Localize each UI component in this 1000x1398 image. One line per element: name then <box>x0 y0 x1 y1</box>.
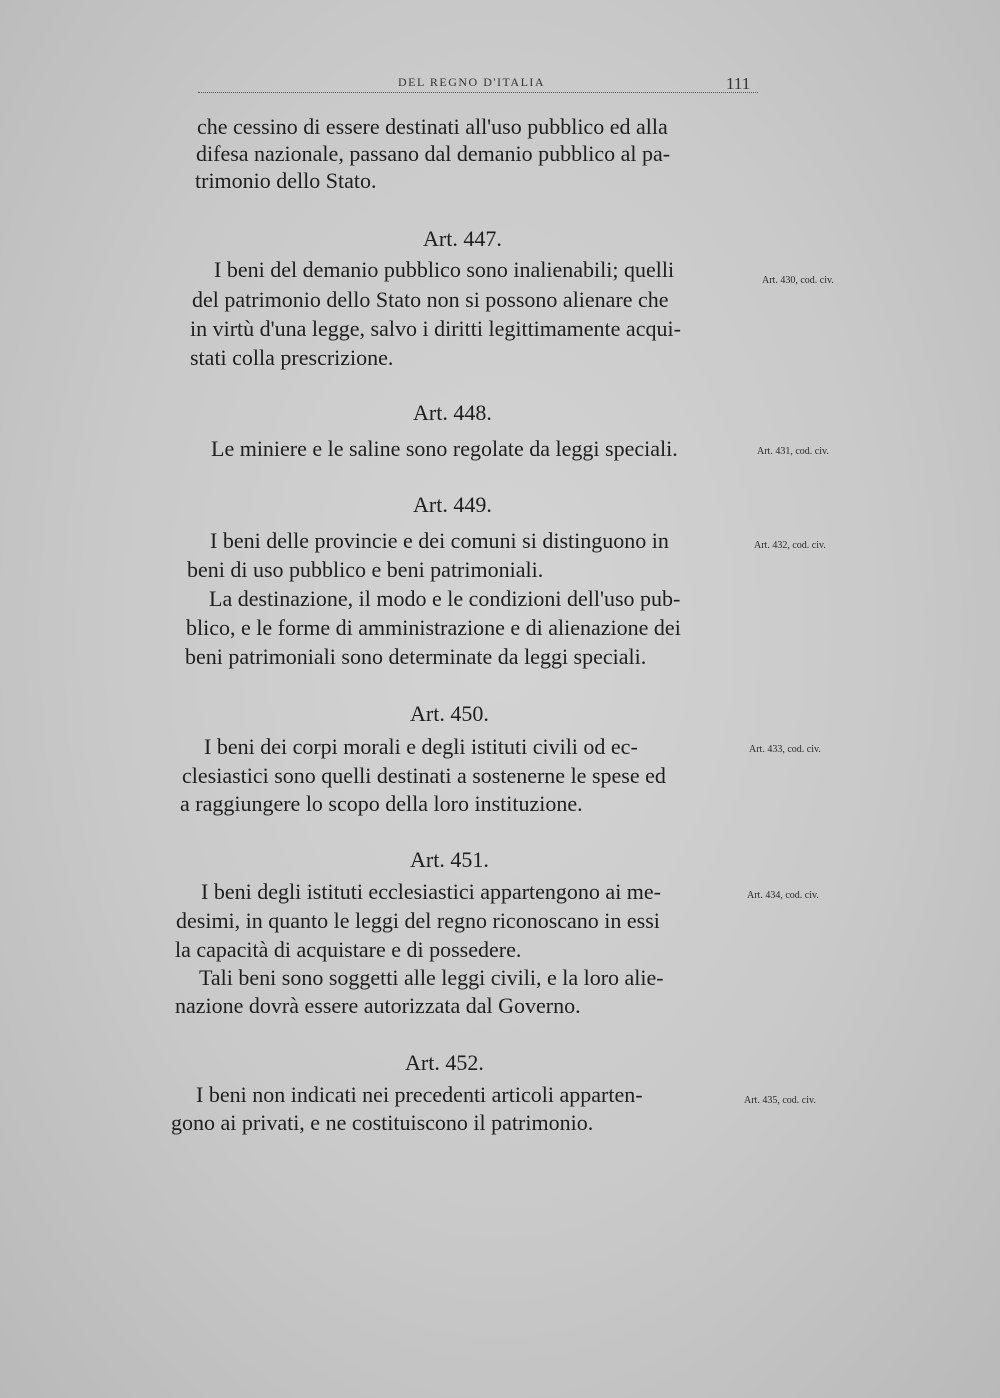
running-title: DEL REGNO D'ITALIA <box>398 75 546 89</box>
page-number: 111 <box>726 74 751 93</box>
intro-line: difesa nazionale, passano dal demanio pubblico al pa- <box>196 141 671 166</box>
article-line: del patrimonio dello Stato non si possono alienare che <box>192 287 669 312</box>
article-line: beni di uso pubblico e beni patrimoniali. <box>187 557 544 582</box>
article-title: Art. 452. <box>405 1050 484 1075</box>
article-line: nazione dovrà essere autorizzata dal Governo. <box>175 993 581 1018</box>
article-line: I beni del demanio pubblico sono inalienabili; quelli <box>214 257 675 282</box>
article-title: Art. 451. <box>410 847 489 872</box>
article-line: in virtù d'una legge, salvo i diritti legittimamente acqui- <box>190 316 681 341</box>
intro-line: trimonio dello Stato. <box>195 168 377 193</box>
margin-note: Art. 434, cod. civ. <box>747 890 819 901</box>
margin-note: Art. 435, cod. civ. <box>744 1095 816 1106</box>
article-line: Tali beni sono soggetti alle leggi civili, e la loro alie- <box>199 965 664 990</box>
article-line: I beni dei corpi morali e degli istituti civili od ec- <box>204 734 638 759</box>
margin-note: Art. 433, cod. civ. <box>749 744 821 755</box>
article-line: La destinazione, il modo e le condizioni dell'uso pub- <box>209 586 681 611</box>
header-rule <box>198 92 758 93</box>
article-title: Art. 450. <box>410 701 489 726</box>
article-line: I beni degli istituti ecclesiastici appartengono ai me- <box>201 879 662 904</box>
article-line: I beni non indicati nei precedenti articoli apparten- <box>196 1082 643 1107</box>
article-line: beni patrimoniali sono determinate da leggi speciali. <box>185 644 647 669</box>
article-line: I beni delle provincie e dei comuni si distinguono in <box>210 528 669 553</box>
article-title: Art. 449. <box>413 492 492 517</box>
article-line: la capacità di acquistare e di possedere. <box>175 937 522 962</box>
article-line: a raggiungere lo scopo della loro instituzione. <box>180 791 583 816</box>
margin-note: Art. 430, cod. civ. <box>762 275 834 286</box>
article-line: blico, e le forme di amministrazione e di alienazione dei <box>186 615 681 640</box>
article-line: clesiastici sono quelli destinati a sostenerne le spese ed <box>182 763 666 788</box>
margin-note: Art. 432, cod. civ. <box>754 540 826 551</box>
article-title: Art. 447. <box>423 226 502 251</box>
intro-line: che cessino di essere destinati all'uso pubblico ed alla <box>197 114 668 139</box>
article-line: gono ai privati, e ne costituiscono il patrimonio. <box>171 1110 594 1135</box>
margin-note: Art. 431, cod. civ. <box>757 446 829 457</box>
article-line: desimi, in quanto le leggi del regno riconoscano in essi <box>176 908 660 933</box>
article-line: stati colla prescrizione. <box>190 345 394 370</box>
article-line: Le miniere e le saline sono regolate da leggi speciali. <box>211 436 678 461</box>
article-title: Art. 448. <box>413 400 492 425</box>
